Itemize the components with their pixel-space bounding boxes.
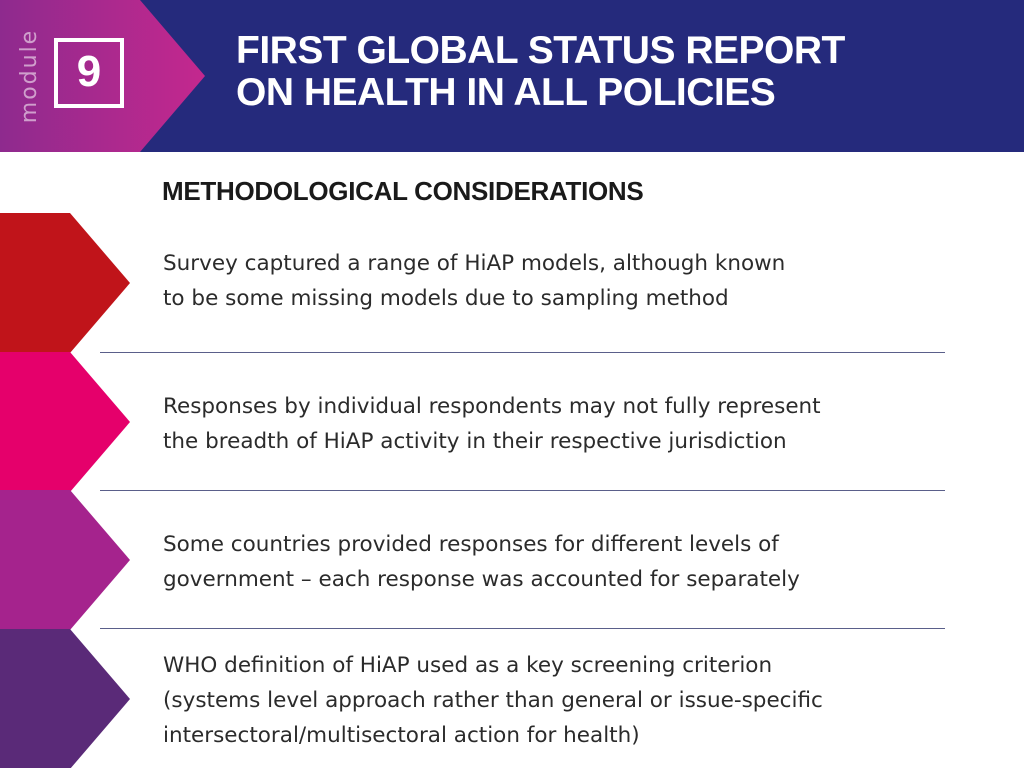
module-number-badge (54, 38, 124, 108)
consideration-item-2 (163, 389, 943, 459)
page-title (236, 30, 936, 114)
item-4-line-2: (systems level approach rather than general or issue-specific (163, 688, 823, 713)
chevron-marker-4 (0, 629, 140, 768)
section-heading: METHODOLOGICAL CONSIDERATIONS (162, 176, 644, 206)
item-1-line-2: to be some missing models due to sampling method (163, 286, 729, 311)
item-4-line-3: intersectoral/multisectoral action for health) (163, 723, 640, 748)
item-4-line-1: WHO definition of HiAP used as a key screening criterion (163, 653, 773, 678)
item-1-line-1: Survey captured a range of HiAP models, although known (163, 251, 786, 276)
divider (100, 352, 945, 353)
title-line-1: FIRST GLOBAL STATUS REPORT (236, 29, 845, 72)
divider (100, 628, 945, 629)
item-3-line-2: government – each response was accounted for separately (163, 567, 800, 592)
module-number: 9 (76, 47, 102, 96)
title-line-2: ON HEALTH IN ALL POLICIES (236, 71, 776, 114)
item-3-line-1: Some countries provided responses for different levels of (163, 532, 779, 557)
item-2-line-2: the breadth of HiAP activity in their respective jurisdiction (163, 429, 787, 454)
chevron-marker-1 (0, 213, 140, 353)
consideration-item-3 (163, 527, 943, 597)
chevron-marker-2 (0, 352, 140, 492)
divider (100, 490, 945, 491)
module-label: module (17, 28, 42, 124)
item-2-line-1: Responses by individual respondents may not fully represent (163, 394, 821, 419)
consideration-item-1 (163, 246, 943, 316)
consideration-item-4 (163, 648, 943, 753)
chevron-marker-3 (0, 490, 140, 630)
